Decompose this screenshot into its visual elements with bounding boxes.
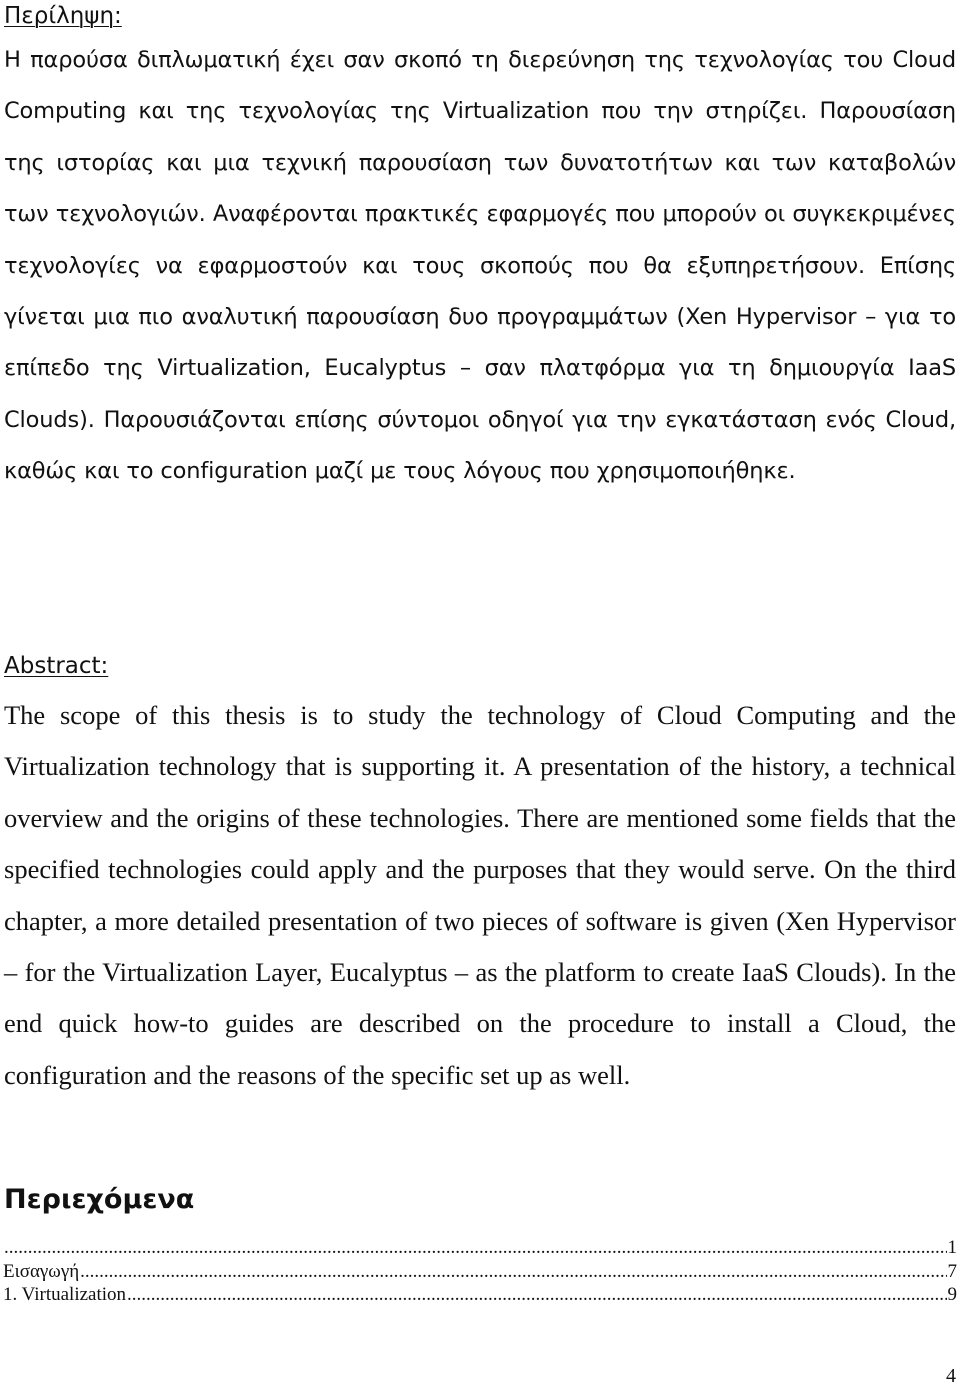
toc-title: Περιεχόμενα xyxy=(4,1184,195,1215)
toc-dot-leader xyxy=(80,1260,946,1284)
toc-entry-page: 1 xyxy=(947,1237,957,1258)
table-of-contents xyxy=(3,1236,957,1307)
page-number: 4 xyxy=(946,1365,956,1387)
abstract-heading: Abstract: xyxy=(4,653,109,679)
summary-heading: Περίληψη: xyxy=(4,3,122,29)
toc-entry[interactable] xyxy=(3,1260,957,1284)
toc-entry[interactable] xyxy=(3,1283,957,1307)
toc-entry-label: 1. Virtualization xyxy=(3,1284,127,1305)
toc-dot-leader xyxy=(4,1236,947,1260)
toc-entry[interactable] xyxy=(3,1236,957,1260)
toc-entry-label: Εισαγωγή xyxy=(3,1260,80,1282)
summary-paragraph: Η παρούσα διπλωματική έχει σαν σκοπό τη διερεύνηση της τεχνολογίας του Cloud Computing και της τεχνολογίας της Virtualization που την στηρίζει. Παρουσίαση της ιστορίας και μια τεχνική παρουσίαση των δυνατοτήτων και των καταβολών των τεχνολογιών. Αναφέρονται πρακτικές εφαρμογές που μπορούν οι συγκεκριμένες τεχνολογίες να εφαρμοστούν και τους σκοπούς που θα εξυπηρετήσουν. Επίσης γίνεται μια πιο αναλυτική παρουσίαση δυο προγραμμάτων (Xen Hypervisor – για το επίπεδο της Virtualization, Eucalyptus – σαν πλατφόρμα για τη δημιουργία IaaS Clouds). Παρουσιάζονται επίσης σύντομοι οδηγοί για την εγκατάσταση ενός Cloud, καθώς και το configuration μαζί με τους λόγους που χρησιμοποιήθηκε. xyxy=(4,47,956,485)
abstract-paragraph: The scope of this thesis is to study the technology of Cloud Computing and the Virtualization technology that is supporting it. A presentation of the history, a technical overview and the origins of these technologies. There are mentioned some fields that the specified technologies could apply and the purposes that they would serve. On the third chapter, a more detailed presentation of two pieces of software is given (Xen Hypervisor – for the Virtualization Layer, Eucalyptus – as the platform to create IaaS Clouds). In the end quick how-to guides are described on the procedure to install a Cloud, the configuration and the reasons of the specific set up as well. xyxy=(4,700,956,1090)
toc-entry-page: 7 xyxy=(947,1260,957,1282)
toc-entry-page: 9 xyxy=(947,1284,957,1305)
toc-dot-leader xyxy=(127,1283,946,1307)
